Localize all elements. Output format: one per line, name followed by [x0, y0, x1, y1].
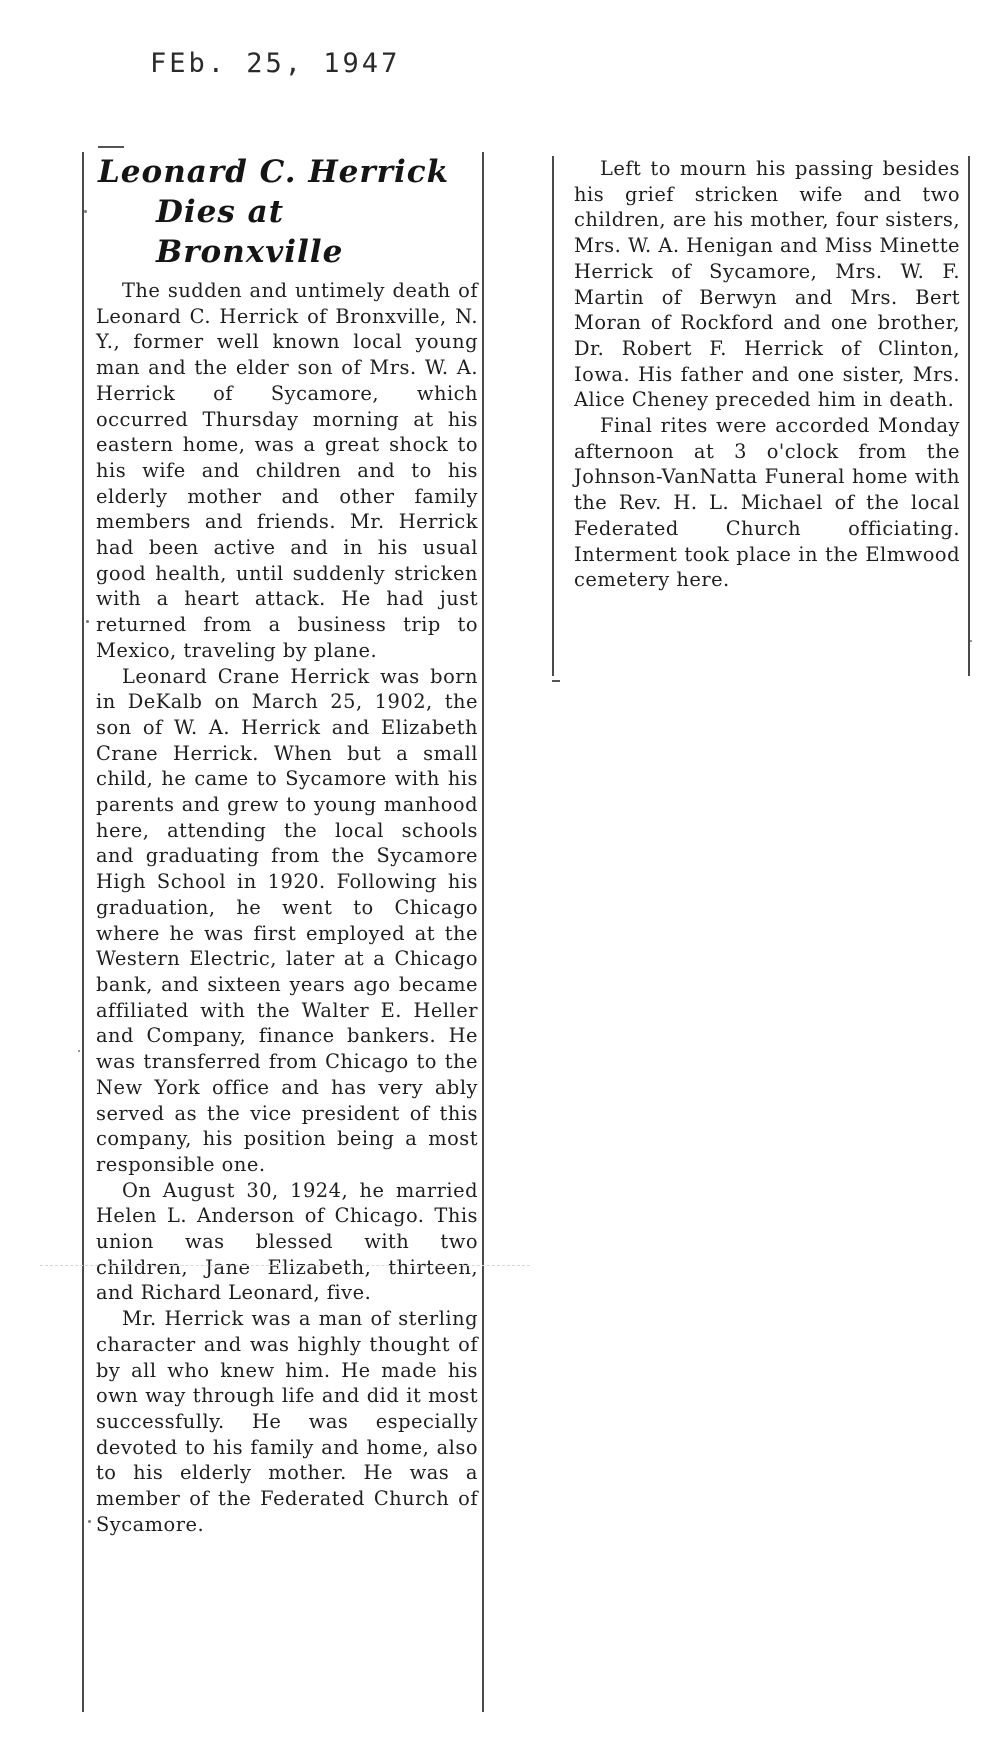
- print-speck: [86, 620, 89, 623]
- article-left-column: [82, 152, 484, 1712]
- paragraph-death-announcement: The sudden and untimely death of Leonard C. Herrick of Bronxville, N. Y., former well known local young man and the elder son of Mrs. W. A. Herrick of Sycamore, which occurred Thursday morning at his eastern home, was a great shock to his wife and children and to his elderly mother and other family members and friends. Mr. Herrick had been active and in his usual good health, until suddenly stricken with a heart attack. He had just returned from a business trip to Mexico, traveling by plane.: [96, 279, 478, 662]
- article-headline: [96, 152, 478, 272]
- print-speck: [88, 1520, 91, 1523]
- date-stamp: FEb. 25, 1947: [150, 48, 401, 79]
- paragraph-biography: Leonard Crane Herrick was born in DeKalb on March 25, 1902, the son of W. A. Herrick and Elizabeth Crane Herrick. When but a small child, he came to Sycamore with his parents and grew to young manhood here, attending the local schools and graduating from the Sycamore High School in 1920. Following his graduation, he went to Chicago where he was first employed at the Western Electric, later at a Chicago bank, and sixteen years ago became affiliated with the Walter E. Heller and Company, finance bankers. He was transferred from Chicago to the New York office and has very ably served as the vice president of this company, his position being a most responsible one.: [96, 664, 478, 1176]
- headline-line-1: Leonard C. Herrick: [98, 154, 450, 190]
- column-bottom-rule: [552, 680, 560, 682]
- paragraph-character: Mr. Herrick was a man of sterling character and was highly thought of by all who knew him. He made his own way through life and did it most successfully. He was especially devoted to his family and home, also to his elderly mother. He was a member of the Federated Church of Sycamore.: [96, 1307, 478, 1536]
- paper-fold-line: [40, 1265, 530, 1266]
- article-right-column: [552, 156, 970, 676]
- paragraph-survivors: Left to mourn his passing besides his grief stricken wife and two children, are his mother, four sisters, Mrs. W. A. Henigan and Miss Minette Herrick of Sycamore, Mrs. W. F. Martin of Berwyn and Mrs. Bert Moran of Rockford and one brother, Dr. Robert F. Herrick of Clinton, Iowa. His father and one sister, Mrs. Alice Cheney preceded him in death.: [574, 157, 960, 412]
- print-speck: [970, 640, 972, 642]
- column-top-rule: [98, 146, 124, 148]
- paragraph-funeral: Final rites were accorded Monday afternoon at 3 o'clock from the Johnson-VanNatta Funeral home with the Rev. H. L. Michael of the local Federated Church officiating. Interment took place in the Elmwood cemetery here.: [574, 414, 960, 592]
- paragraph-marriage: On August 30, 1924, he married Helen L. Anderson of Chicago. This union was blessed with two children, Jane Elizabeth, thirteen, and Richard Leonard, five.: [96, 1178, 478, 1305]
- print-speck: [78, 1050, 80, 1052]
- headline-line-2: Dies at Bronxville: [156, 194, 344, 270]
- print-speck: [84, 210, 87, 213]
